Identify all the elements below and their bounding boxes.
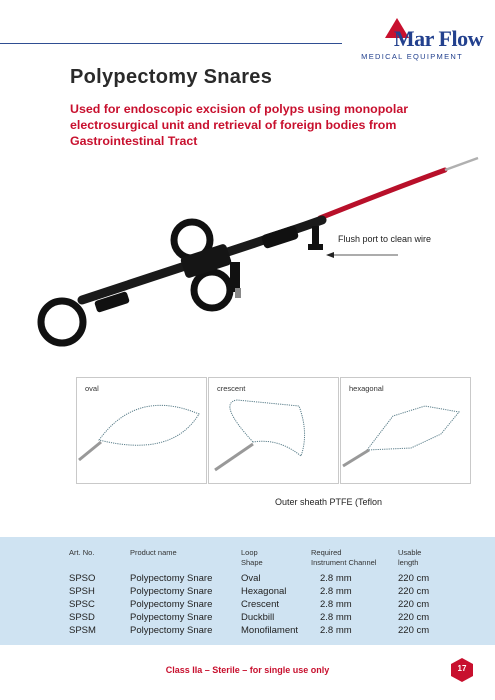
cell-product-name: Polypectomy Snare (130, 586, 213, 597)
cell-loop-shape: Oval (241, 573, 261, 584)
cell-art-no: SPSC (69, 599, 95, 610)
snare-label: hexagonal (349, 384, 384, 393)
snare-panel-hexagonal (340, 377, 471, 484)
col-header-loop-shape: Loop Shape (241, 548, 263, 567)
snare-label: crescent (217, 384, 246, 393)
col-header-art-no: Art. No. (69, 548, 95, 557)
cell-length: 220 cm (398, 612, 430, 623)
cell-loop-shape: Duckbill (241, 612, 275, 623)
col-header-usable-length: Usable length (398, 548, 422, 567)
col-header-product-name: Product name (130, 548, 177, 557)
cell-product-name: Polypectomy Snare (130, 599, 213, 610)
flush-port-callout: Flush port to clean wire (338, 234, 432, 244)
cell-channel: 2.8 mm (320, 599, 352, 610)
page-title: Polypectomy Snares (70, 66, 273, 88)
col-header-instrument-channel: Required Instrument Channel (311, 548, 377, 567)
page-subtitle: Used for endoscopic excision of polyps using monopolar electrosurgical unit and retrieval of foreign bodies from Gastrointestinal Tract (70, 102, 409, 148)
table-row (0, 612, 495, 625)
snare-device-illustration (0, 150, 495, 380)
product-table (0, 537, 495, 645)
cell-loop-shape: Crescent (241, 599, 280, 610)
cell-product-name: Polypectomy Snare (130, 612, 213, 623)
snare-panel-oval (76, 377, 207, 484)
cell-channel: 2.8 mm (320, 612, 352, 623)
cell-length: 220 cm (398, 586, 430, 597)
brand-name: Mar Flow (393, 26, 483, 51)
cell-length: 220 cm (398, 599, 430, 610)
page-number: 17 (457, 664, 467, 673)
hexagonal-loop-illustration (341, 378, 470, 483)
cell-loop-shape: Hexagonal (241, 586, 287, 597)
table-row (0, 625, 495, 638)
snare-panel-crescent (208, 377, 339, 484)
cell-product-name: Polypectomy Snare (130, 573, 213, 584)
cell-art-no: SPSH (69, 586, 95, 597)
cell-channel: 2.8 mm (320, 573, 352, 584)
brand-logo (343, 12, 483, 62)
page-number-badge (450, 658, 474, 682)
footer-note: Class IIa – Sterile – for single use only (165, 665, 330, 675)
snare-label: oval (85, 384, 99, 393)
cell-length: 220 cm (398, 573, 430, 584)
table-row (0, 599, 495, 612)
header-rule (0, 43, 342, 44)
table-row (0, 586, 495, 599)
cell-channel: 2.8 mm (320, 625, 352, 636)
sheath-caption: Outer sheath PTFE (Teflon (275, 497, 383, 507)
cell-art-no: SPSM (69, 625, 96, 636)
brand-tagline: MEDICAL EQUIPMENT (361, 52, 463, 61)
oval-loop-illustration (77, 378, 206, 483)
table-row (0, 573, 495, 586)
cell-art-no: SPSO (69, 573, 96, 584)
cell-channel: 2.8 mm (320, 586, 352, 597)
cell-art-no: SPSD (69, 612, 95, 623)
cell-loop-shape: Monofilament (241, 625, 299, 636)
cell-product-name: Polypectomy Snare (130, 625, 213, 636)
cell-length: 220 cm (398, 625, 430, 636)
crescent-loop-illustration (209, 378, 338, 483)
